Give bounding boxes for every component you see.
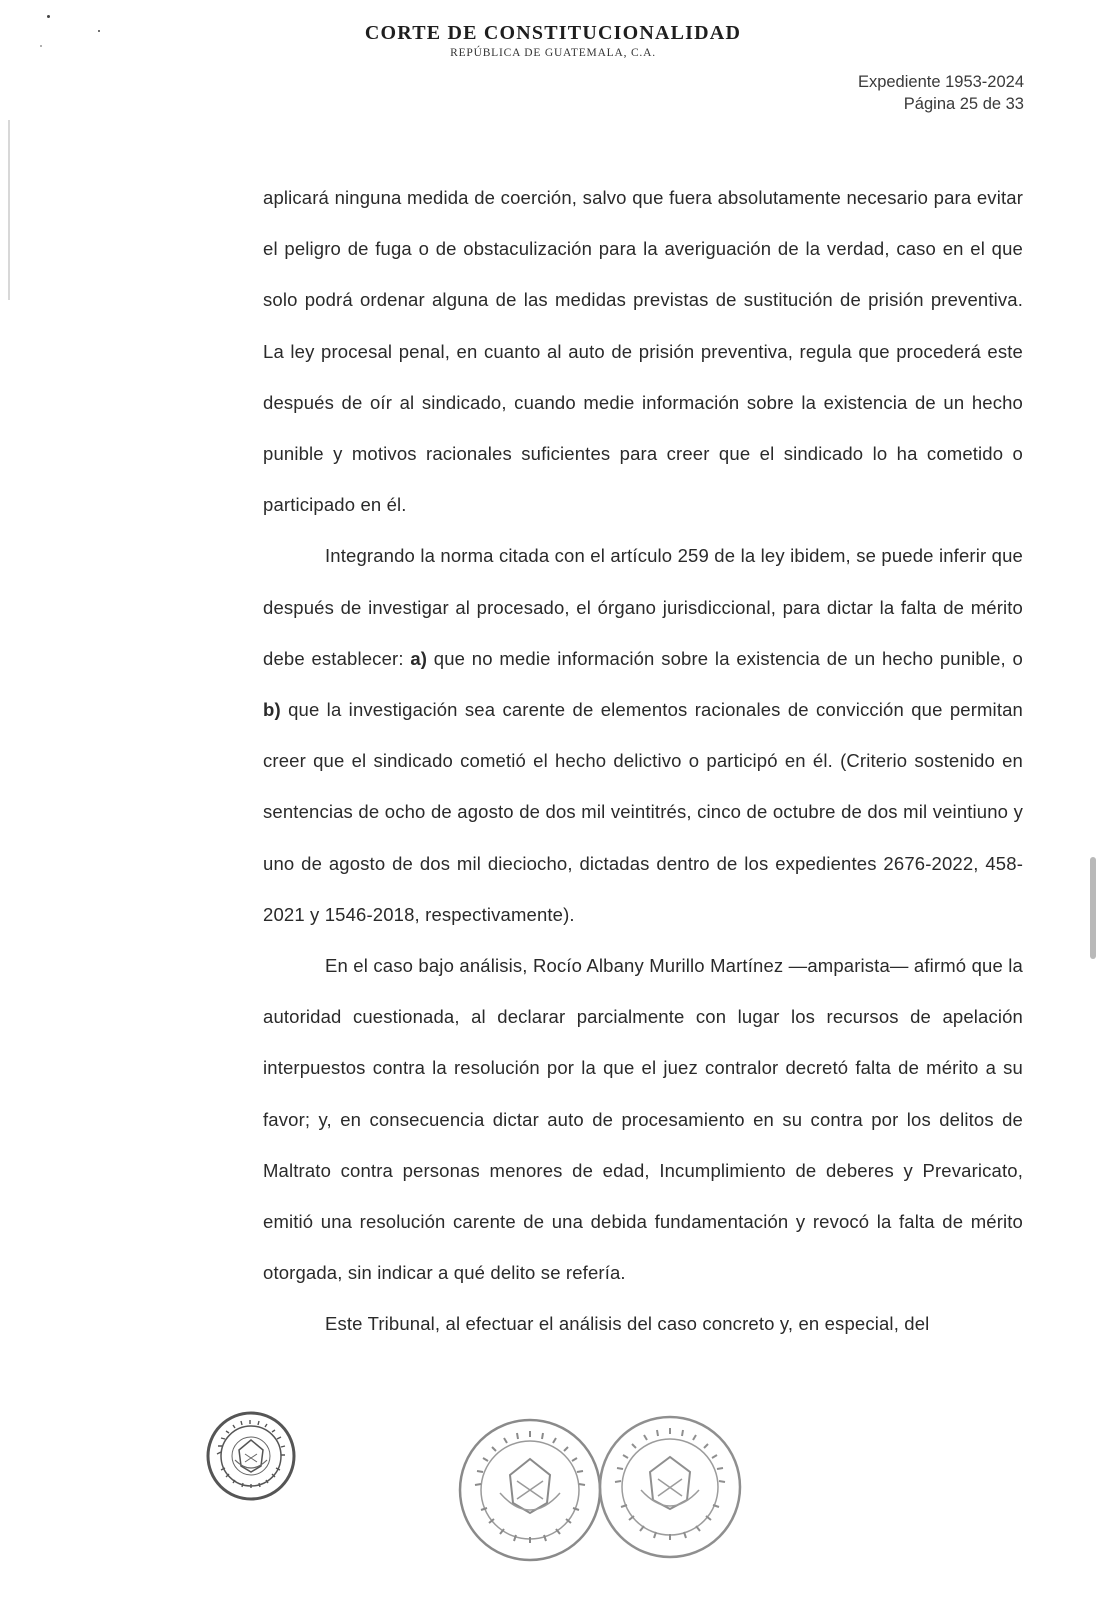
republic-name: REPÚBLICA DE GUATEMALA, C.A.	[450, 47, 656, 59]
paragraph-2-text: que la investigación sea carente de elementos racionales de convicción que permitan creer que el sindicado cometió el hecho delictivo o participó en él. (Criterio sostenido en sentencias de ocho de agosto de dos mil veintitrés, cinco de octubre de dos mil veintiuno y uno de agosto de dos mil dieciocho, dictadas dentro de los expedientes 2676-2022, 458-2021 y 1546-2018, respectivamente).	[263, 699, 1023, 925]
paragraph-2-text: Integrando la norma citada con el artículo 259 de la ley ibidem, se puede inferir que después de investigar al procesado, el órgano jurisdiccional, para dictar la falta de mérito debe establecer:	[263, 545, 1023, 669]
document-body	[263, 172, 1023, 1350]
seal-corte-constitucionalidad	[595, 1412, 745, 1562]
scan-speck	[47, 15, 50, 18]
expediente-number: Expediente 1953-2024	[857, 73, 1024, 91]
scan-edge-shadow	[8, 120, 10, 300]
scrollbar-thumb[interactable]	[1090, 857, 1096, 959]
paragraph-1: aplicará ninguna medida de coerción, salvo que fuera absolutamente necesario para evitar el peligro de fuga o de obstaculización para la averiguación de la verdad, caso en el que solo podrá ordenar alguna de las medidas previstas de sustitución de prisión preventiva. La ley procesal penal, en cuanto al auto de prisión preventiva, regula que procederá este después de oír al sindicado, cuando medie información sobre la existencia de un hecho punible y motivos racionales suficientes para creer que el sindicado lo ha cometido o participado en él.	[263, 187, 1023, 516]
item-label-b: b)	[263, 699, 281, 721]
paragraph-4: Este Tribunal, al efectuar el análisis del caso concreto y, en especial, del	[325, 1313, 930, 1335]
item-label-a: a)	[410, 647, 428, 669]
paragraph-2	[263, 530, 1023, 940]
court-name: CORTE DE CONSTITUCIONALIDAD	[364, 22, 742, 44]
page-number: Página 25 de 33	[903, 95, 1024, 113]
seal-secretaria-corte	[455, 1415, 605, 1565]
case-reference	[858, 71, 1024, 115]
seal-secretaria-pleno	[205, 1410, 297, 1502]
paragraph-3: En el caso bajo análisis, Rocío Albany Murillo Martínez —amparista— afirmó que la autoridad cuestionada, al declarar parcialmente con lugar los recursos de apelación interpuestos contra la resolución por la que el juez contralor decretó falta de mérito a su favor; y, en consecuencia dictar auto de procesamiento en su contra por los delitos de Maltrato contra personas menores de edad, Incumplimiento de deberes y Prevaricato, emitió una resolución carente de una debida fundamentación y revocó la falta de mérito otorgada, sin indicar a qué delito se refería.	[263, 955, 1023, 1284]
paragraph-2-text: que no medie información sobre la existencia de un hecho punible, o	[427, 647, 1023, 669]
letterhead	[0, 22, 1106, 59]
